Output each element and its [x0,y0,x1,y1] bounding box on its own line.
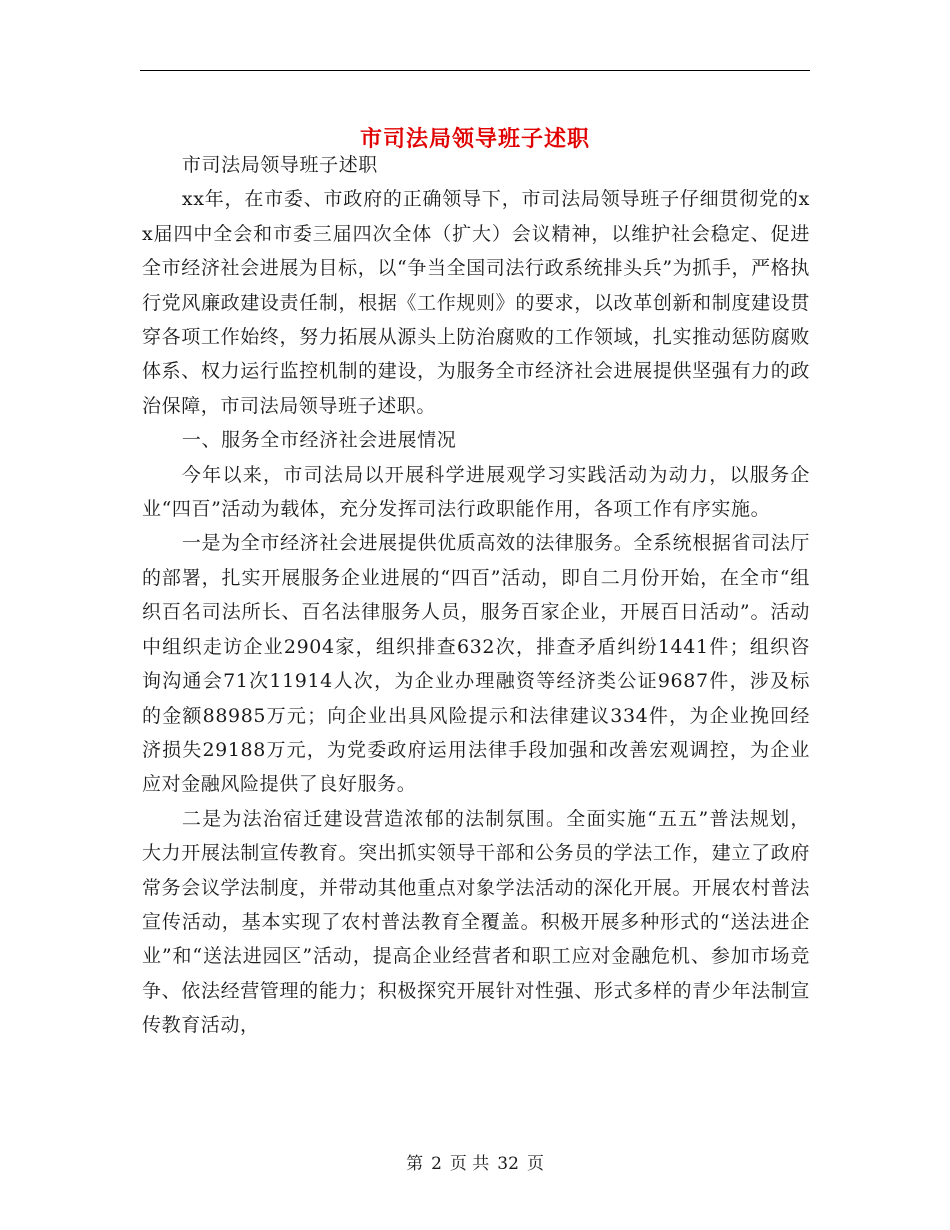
document-title: 市司法局领导班子述职 [359,125,590,152]
paragraph-legal-services: 一是为全市经济社会进展提供优质高效的法律服务。全系统根据省司法厅的部署，扎实开展服务企业进展的“四百”活动，即自二月份开始，在全市“组织百名司法所长、百名法律服务人员，服务百家企业，开展百日活动”。活动中组织走访企业2904家，组织排查632次，排查矛盾纠纷1441件；组织咨询沟通会71次11914人次，为企业办理融资等经济类公证9687件，涉及标的金额88985万元；向企业出具风险提示和法律建议334件，为企业挽回经济损失29188万元，为党委政府运用法律手段加强和改善宏观调控，为企业应对金融风险提供了良好服务。 [142,532,810,796]
footer-middle: 页 共 [449,1154,490,1174]
document-body [142,148,810,1043]
paragraph-legal-publicity: 二是为法治宿迁建设营造浓郁的法制氛围。全面实施“五五”普法规划，大力开展法制宣传教育。突出抓实领导干部和公务员的学法工作，建立了政府常务会议学法制度，并带动其他重点对象学法活动的深化开展。开展农村普法宣传活动，基本实现了农村普法教育全覆盖。积极开展多种形式的“送法进企业”和“送法进园区”活动，提高企业经营者和职工应对金融危机、参加市场竞争、依法经营管理的能力；积极探究开展针对性强、形式多样的青少年法制宣传教育活动， [142,807,810,1037]
paragraph-overview: 今年以来，市司法局以开展科学进展观学习实践活动为动力，以服务企业“四百”活动为载体，充分发挥司法行政职能作用，各项工作有序实施。 [142,463,810,521]
footer-suffix: 页 [526,1154,544,1174]
section-heading: 一、服务全市经济社会进展情况 [181,429,457,452]
footer-total-pages: 32 [497,1154,519,1174]
paragraph-intro: xx年，在市委、市政府的正确领导下，市司法局领导班子仔细贯彻党的xx届四中全会和市委三届四次全体（扩大）会议精神，以维护社会稳定、促进全市经济社会进展为目标，以“争当全国司法行政系统排头兵”为抓手，严格执行党风廉政建设责任制，根据《工作规则》的要求，以改革创新和制度建设贯穿各项工作始终，努力拓展从源头上防治腐败的工作领域，扎实推动惩防腐败体系、权力运行监控机制的建设，为服务全市经济社会进展提供坚强有力的政治保障，市司法局领导班子述职。 [142,188,810,417]
footer-prefix: 第 [406,1154,424,1174]
footer-page-number: 2 [431,1154,442,1174]
page-footer [0,1152,950,1176]
header-rule [140,70,810,71]
paragraph-subtitle: 市司法局领导班子述职 [181,154,378,176]
